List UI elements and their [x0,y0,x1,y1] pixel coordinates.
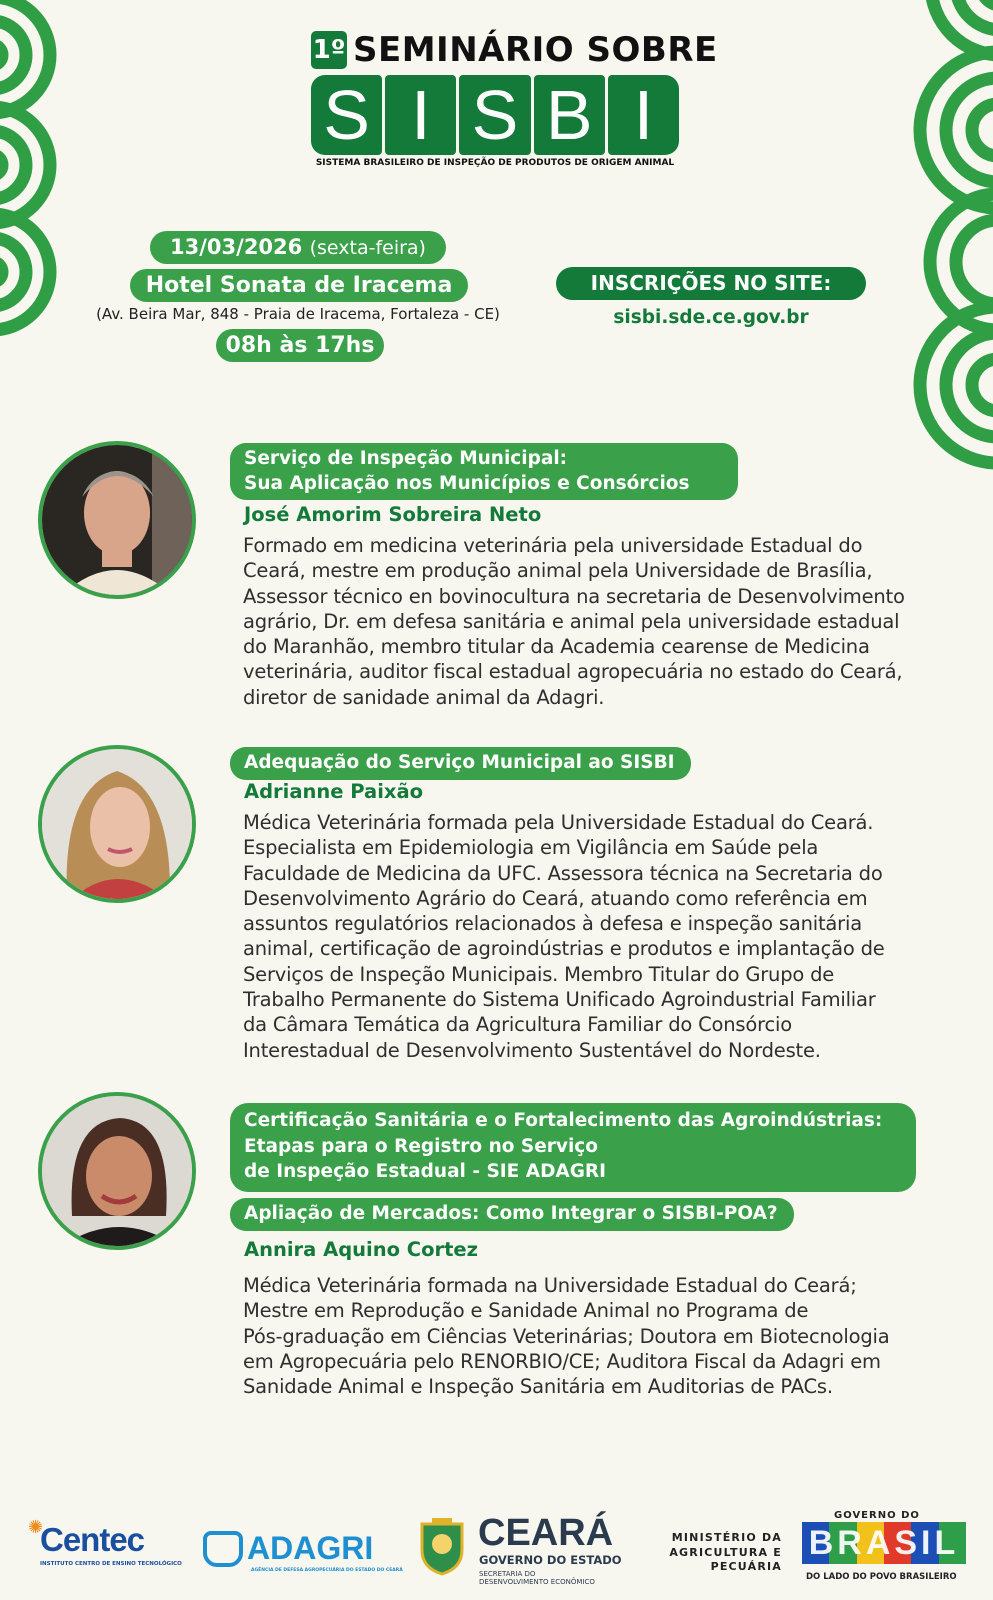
speaker-2-photo [38,745,196,903]
speaker-1-bio: Formado em medicina veterinária pela universidade Estadual do Ceará, mestre em produção animal pela Universidade de Brasília, Assessor técnico en bovinocultura na secretaria de Desenvolvimento agrário, Dr. em defesa sanitária e animal pela universidade estadual do Maranhão, membro titular da Academia cearense de Medicina veterinária, auditor fiscal estadual agropecuária no estado do Ceará, diretor de sanidade animal da Adagri. [243,534,905,709]
gov-brasil-text: BRASIL [808,1524,960,1562]
ceara-coat-of-arms-icon [418,1516,466,1576]
ceara-logo [418,1512,628,1590]
sisbi-letter-1: S [311,75,382,155]
ceara-secretariat: SECRETARIA DO DESENVOLVIMENTO ECONÔMICO [479,1570,595,1586]
adagri-wordmark: ADAGRI [247,1530,374,1566]
sisbi-letter-3: S [459,75,530,155]
sisbi-logo [311,75,679,155]
centec-logo [24,1515,182,1575]
adagri-subtitle: AGÊNCIA DE DEFESA AGROPECUÁRIA DO ESTADO DO CEARÁ [251,1568,403,1573]
speaker-1-photo [38,441,196,599]
right-decorative-arcs [893,0,993,470]
speaker-1-portrait [42,445,192,595]
event-weekday: (sexta-feira) [309,237,426,259]
event-address: (Av. Beira Mar, 848 - Praia de Iracema, Fortaleza - CE) [96,305,500,323]
event-venue-pill: Hotel Sonata de Iracema [130,269,468,302]
event-date-pill [150,231,446,264]
gov-brasil-top: GOVERNO DO [834,1510,920,1521]
centec-sun-icon: ✺ [28,1517,44,1538]
registration-url[interactable]: sisbi.sde.ce.gov.br [613,307,809,328]
ministry-logo: MINISTÉRIO DA AGRICULTURA E PECUÁRIA [669,1531,782,1573]
registration-pill: INSCRIÇÕES NO SITE: [556,267,866,300]
left-decorative-arcs [0,0,80,340]
centec-wordmark: Centec [40,1521,145,1558]
event-hours-pill: 08h às 17hs [216,329,384,362]
gov-brasil-logo [800,1510,968,1590]
centec-subtitle: INSTITUTO CENTRO DE ENSINO TECNOLÓGICO [40,1561,182,1567]
sisbi-letter-5: I [608,75,679,155]
speaker-1-name: José Amorim Sobreira Neto [244,503,542,526]
speaker-2-bio: Médica Veterinária formada pela Universidade Estadual do Ceará. Especialista em Epidemiologia em Vigilância em Saúde pela Faculdade de Medicina da UFC. Assessora técnica na Secretaria do Desenvolvimento Agrário do Ceará, atuando como referência em assuntos regulatórios relacionados à defesa e inspeção sanitária animal, certificação de agroindústrias e produtos e implantação de Serviços de Inspeção Municipais. Membro Titular do Grupo de Trabalho Permanente do Sistema Unificado Agroindustrial Familiar da Câmara Temática da Agricultura Familiar do Consórcio Interestadual de Desenvolvimento Sustentável do Nordeste. [243,811,885,1062]
event-date: 13/03/2026 [170,235,303,259]
seminar-title: SEMINÁRIO SOBRE [353,30,718,70]
speaker-3-name: Annira Aquino Cortez [244,1238,479,1261]
speaker-2-talk-title: Adequação do Serviço Municipal ao SISBI [230,747,691,780]
ceara-wordmark: CEARÁ [478,1512,614,1554]
adagri-emblem-icon [203,1531,243,1567]
gov-brasil-slogan: DO LADO DO POVO BRASILEIRO [806,1572,957,1582]
speaker-1-talk-title: Serviço de Inspeção Municipal: Sua Aplicação nos Municípios e Consórcios [230,443,738,500]
sisbi-subtitle: SISTEMA BRASILEIRO DE INSPEÇÃO DE PRODUTOS DE ORIGEM ANIMAL [315,158,675,168]
sisbi-letter-4: B [534,75,605,155]
sisbi-letter-2: I [385,75,456,155]
speaker-3-talk-title: Certificação Sanitária e o Fortalecimento das Agroindústrias: Etapas para o Registro no Serviço de Inspeção Estadual - SIE ADAGRI [230,1103,916,1192]
ceara-subtitle: GOVERNO DO ESTADO [479,1553,622,1567]
adagri-logo [203,1530,403,1575]
speaker-3-talk-title-2: Apliação de Mercados: Como Integrar o SISBI-POA? [230,1198,794,1231]
speaker-3-bio: Médica Veterinária formada na Universidade Estadual do Ceará; Mestre em Reprodução e Sanidade Animal no Programa de Pós-graduação em Ciências Veterinárias; Doutora em Biotecnologia em Agropecuária pelo RENORBIO/CE; Auditora Fiscal da Adagri em Sanidade Animal e Inspeção Sanitária em Auditorias de PACs. [243,1274,890,1399]
speaker-3-photo [38,1092,196,1250]
speaker-2-portrait [42,749,192,899]
speaker-3-portrait [42,1096,192,1246]
speaker-2-name: Adrianne Paixão [244,780,424,803]
edition-badge: 1º [311,31,347,69]
